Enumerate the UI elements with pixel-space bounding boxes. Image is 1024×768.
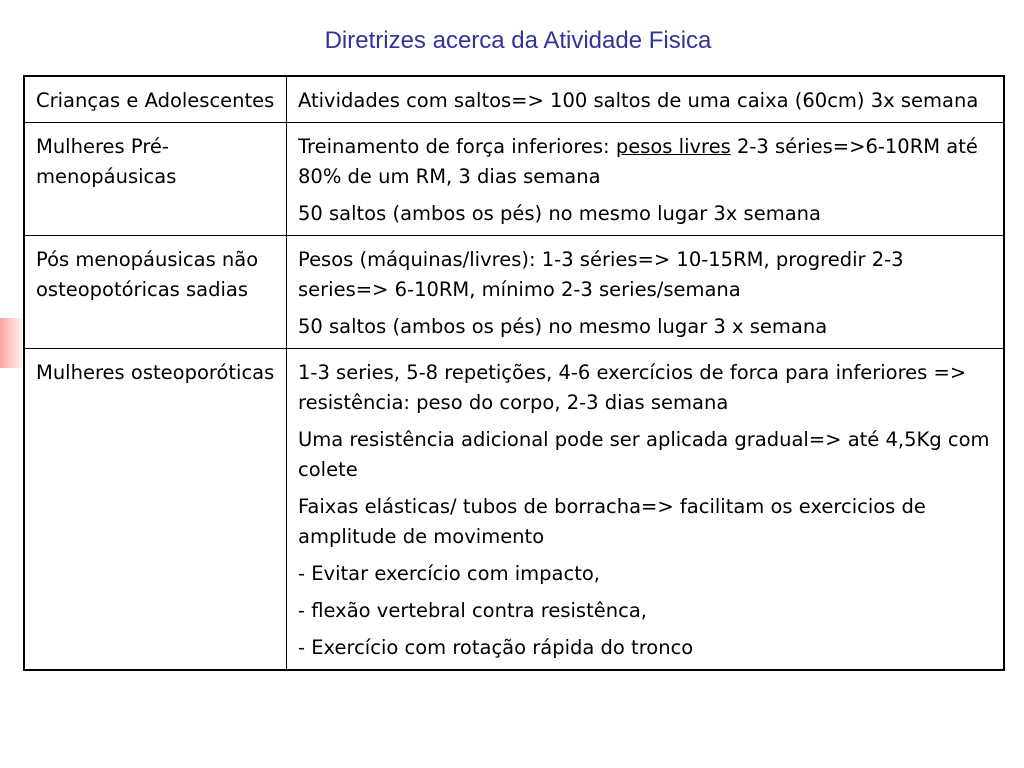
guideline-text: 1-3 series, 5-8 repetições, 4-6 exercícios de forca para inferiores => resistência: peso do corpo, 2-3 dias semana [298, 361, 967, 414]
group-cell: Crianças e Adolescentes [24, 76, 287, 123]
guidelines-table [23, 75, 1005, 671]
guideline-text [298, 132, 993, 192]
table-row [24, 76, 1004, 123]
guideline-text: Uma resistência adicional pode ser aplicada gradual=> até 4,5Kg com colete [298, 428, 990, 481]
guideline-text: - flexão vertebral contra resistênca, [298, 599, 647, 622]
underlined-term: pesos livres [615, 135, 731, 158]
guideline-text-part: Treinamento de força inferiores: [298, 135, 616, 158]
guideline-text: - Exercício com rotação rápida do tronco [298, 636, 694, 659]
group-cell: Mulheres osteoporóticas [24, 349, 287, 671]
slide-title: Diretrizes acerca da Atividade Fisica [324, 27, 712, 54]
guideline-cell [287, 76, 1005, 123]
table-row [24, 236, 1004, 349]
group-cell: Mulheres Pré-menopáusicas [24, 123, 287, 236]
guideline-text: Atividades com saltos=> 100 saltos de uma caixa (60cm) 3x semana [298, 89, 979, 112]
guideline-cell [287, 123, 1005, 236]
guideline-cell [287, 236, 1005, 349]
guideline-text: 50 saltos (ambos os pés) no mesmo lugar 3 x semana [298, 315, 828, 338]
group-cell: Pós menopáusicas não osteopotóricas sadias [24, 236, 287, 349]
guideline-text: Pesos (máquinas/livres): 1-3 séries=> 10-15RM, progredir 2-3 series=> 6-10RM, mínimo 2-3 series/semana [298, 248, 904, 301]
guideline-text: - Evitar exercício com impacto, [298, 562, 600, 585]
guideline-text: Faixas elásticas/ tubos de borracha=> facilitam os exercicios de amplitude de movimento [298, 495, 926, 548]
guideline-cell [287, 349, 1005, 671]
guideline-text-part: 2-3 séries=>6-10RM até 80% de um RM, 3 dias semana [298, 135, 978, 188]
table-row [24, 123, 1004, 236]
table-row [24, 349, 1004, 671]
guideline-text: 50 saltos (ambos os pés) no mesmo lugar 3x semana [298, 202, 821, 225]
